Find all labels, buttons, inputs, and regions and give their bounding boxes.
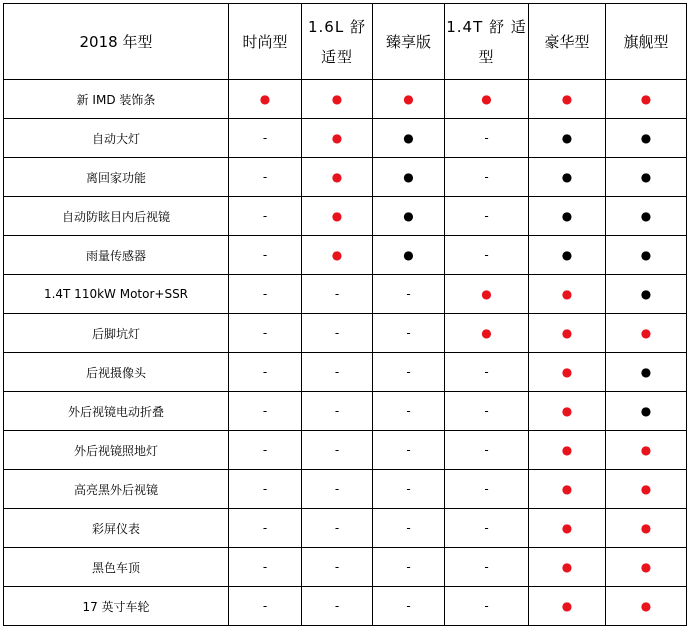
feature-cell: 自动大灯: [4, 119, 229, 158]
availability-cell: [373, 314, 445, 353]
optional-dot-red: ●: [561, 287, 573, 301]
optional-dot-red: ●: [640, 92, 652, 106]
optional-dot-red: ●: [561, 482, 573, 496]
availability-cell: [229, 509, 302, 548]
availability-cell: [373, 548, 445, 587]
availability-cell: [606, 509, 687, 548]
availability-cell: [606, 236, 687, 275]
availability-cell: [373, 119, 445, 158]
not-available-dash: -: [334, 326, 340, 340]
not-available-dash: -: [484, 131, 489, 145]
availability-cell: [445, 236, 529, 275]
availability-cell: [302, 197, 373, 236]
availability-cell: [229, 275, 302, 314]
availability-cell: [606, 197, 687, 236]
availability-cell: [606, 431, 687, 470]
availability-cell: [302, 275, 373, 314]
feature-cell: 17 英寸车轮: [4, 587, 229, 626]
availability-cell: [302, 314, 373, 353]
availability-cell: [529, 236, 606, 275]
not-available-dash: -: [406, 326, 411, 340]
not-available-dash: -: [484, 443, 489, 457]
header-row: [4, 4, 687, 80]
trim-header: 1.4T 舒 适型: [445, 4, 529, 80]
standard-dot-black: ●: [640, 170, 652, 184]
optional-dot-red: ●: [561, 560, 573, 574]
not-available-dash: -: [262, 443, 268, 457]
standard-dot-black: ●: [403, 248, 414, 262]
optional-dot-red: ●: [640, 599, 652, 613]
optional-dot-red: ●: [481, 287, 492, 301]
standard-dot-black: ●: [640, 365, 652, 379]
availability-cell: [445, 509, 529, 548]
availability-cell: [445, 314, 529, 353]
availability-cell: [445, 470, 529, 509]
not-available-dash: -: [334, 599, 340, 613]
optional-dot-red: ●: [640, 326, 652, 340]
table-row: [4, 236, 687, 275]
availability-cell: [606, 80, 687, 119]
availability-cell: [445, 548, 529, 587]
table-row: [4, 431, 687, 470]
not-available-dash: -: [484, 209, 489, 223]
not-available-dash: -: [484, 404, 489, 418]
availability-cell: [529, 275, 606, 314]
availability-cell: [302, 470, 373, 509]
standard-dot-black: ●: [561, 131, 573, 145]
not-available-dash: -: [484, 521, 489, 535]
optional-dot-red: ●: [640, 443, 652, 457]
optional-dot-red: ●: [481, 92, 492, 106]
not-available-dash: -: [262, 404, 268, 418]
standard-dot-black: ●: [561, 170, 573, 184]
not-available-dash: -: [484, 482, 489, 496]
table-row: [4, 119, 687, 158]
not-available-dash: -: [406, 482, 411, 496]
availability-cell: [606, 158, 687, 197]
not-available-dash: -: [484, 248, 489, 262]
availability-cell: [445, 275, 529, 314]
not-available-dash: -: [334, 365, 340, 379]
optional-dot-red: ●: [403, 92, 414, 106]
availability-cell: [445, 587, 529, 626]
feature-cell: 彩屏仪表: [4, 509, 229, 548]
not-available-dash: -: [262, 560, 268, 574]
availability-cell: [529, 431, 606, 470]
not-available-dash: -: [334, 482, 340, 496]
year-header: 2018 年型: [4, 4, 229, 80]
not-available-dash: -: [334, 287, 340, 301]
optional-dot-red: ●: [481, 326, 492, 340]
availability-cell: [373, 509, 445, 548]
availability-cell: [529, 509, 606, 548]
availability-cell: [229, 587, 302, 626]
feature-cell: 新 IMD 装饰条: [4, 80, 229, 119]
availability-cell: [373, 587, 445, 626]
availability-cell: [302, 392, 373, 431]
table-row: [4, 392, 687, 431]
availability-cell: [606, 548, 687, 587]
not-available-dash: -: [334, 404, 340, 418]
table-row: [4, 80, 687, 119]
standard-dot-black: ●: [561, 209, 573, 223]
availability-cell: [606, 353, 687, 392]
optional-dot-red: ●: [331, 209, 343, 223]
feature-cell: 高亮黑外后视镜: [4, 470, 229, 509]
availability-cell: [529, 587, 606, 626]
trim-header: 臻享版: [373, 4, 445, 80]
availability-cell: [606, 314, 687, 353]
trim-header: 时尚型: [229, 4, 302, 80]
availability-cell: [302, 353, 373, 392]
availability-cell: [373, 158, 445, 197]
table-row: [4, 470, 687, 509]
availability-cell: [302, 236, 373, 275]
availability-cell: [529, 548, 606, 587]
availability-cell: [373, 80, 445, 119]
availability-cell: [373, 392, 445, 431]
standard-dot-black: ●: [640, 287, 652, 301]
optional-dot-red: ●: [561, 365, 573, 379]
availability-cell: [445, 392, 529, 431]
optional-dot-red: ●: [331, 170, 343, 184]
availability-cell: [373, 353, 445, 392]
availability-cell: [373, 431, 445, 470]
feature-cell: 离回家功能: [4, 158, 229, 197]
availability-cell: [229, 548, 302, 587]
table-row: [4, 509, 687, 548]
feature-cell: 自动防眩目内后视镜: [4, 197, 229, 236]
availability-cell: [229, 353, 302, 392]
standard-dot-black: ●: [640, 209, 652, 223]
feature-cell: 外后视镜电动折叠: [4, 392, 229, 431]
not-available-dash: -: [262, 326, 268, 340]
optional-dot-red: ●: [561, 443, 573, 457]
optional-dot-red: ●: [331, 92, 343, 106]
feature-cell: 雨量传感器: [4, 236, 229, 275]
availability-cell: [529, 158, 606, 197]
availability-cell: [606, 470, 687, 509]
optional-dot-red: ●: [561, 92, 573, 106]
not-available-dash: -: [406, 599, 411, 613]
standard-dot-black: ●: [640, 248, 652, 262]
table-row: [4, 158, 687, 197]
optional-dot-red: ●: [331, 248, 343, 262]
standard-dot-black: ●: [640, 131, 652, 145]
availability-cell: [606, 392, 687, 431]
availability-cell: [229, 80, 302, 119]
availability-cell: [606, 119, 687, 158]
standard-dot-black: ●: [640, 404, 652, 418]
not-available-dash: -: [406, 521, 411, 535]
standard-dot-black: ●: [403, 131, 414, 145]
availability-cell: [529, 392, 606, 431]
not-available-dash: -: [406, 287, 411, 301]
availability-cell: [445, 431, 529, 470]
optional-dot-red: ●: [331, 131, 343, 145]
availability-cell: [373, 236, 445, 275]
availability-cell: [445, 197, 529, 236]
optional-dot-red: ●: [561, 326, 573, 340]
table-row: [4, 197, 687, 236]
availability-cell: [229, 314, 302, 353]
not-available-dash: -: [262, 131, 268, 145]
availability-cell: [373, 470, 445, 509]
not-available-dash: -: [262, 482, 268, 496]
availability-cell: [529, 119, 606, 158]
availability-cell: [302, 80, 373, 119]
feature-cell: 外后视镜照地灯: [4, 431, 229, 470]
availability-cell: [229, 470, 302, 509]
trim-spec-table: [3, 3, 687, 626]
availability-cell: [229, 236, 302, 275]
feature-cell: 后脚坑灯: [4, 314, 229, 353]
availability-cell: [302, 119, 373, 158]
not-available-dash: -: [334, 521, 340, 535]
availability-cell: [302, 509, 373, 548]
trim-header: 1.6L 舒适型: [302, 4, 373, 80]
not-available-dash: -: [406, 560, 411, 574]
availability-cell: [445, 158, 529, 197]
availability-cell: [529, 197, 606, 236]
standard-dot-black: ●: [403, 170, 414, 184]
availability-cell: [302, 158, 373, 197]
not-available-dash: -: [262, 599, 268, 613]
optional-dot-red: ●: [640, 560, 652, 574]
availability-cell: [529, 80, 606, 119]
not-available-dash: -: [334, 443, 340, 457]
feature-cell: 黑色车顶: [4, 548, 229, 587]
optional-dot-red: ●: [561, 599, 573, 613]
not-available-dash: -: [484, 365, 489, 379]
not-available-dash: -: [262, 170, 268, 184]
availability-cell: [445, 119, 529, 158]
availability-cell: [229, 197, 302, 236]
not-available-dash: -: [262, 521, 268, 535]
not-available-dash: -: [484, 170, 489, 184]
not-available-dash: -: [484, 599, 489, 613]
availability-cell: [445, 353, 529, 392]
availability-cell: [606, 587, 687, 626]
availability-cell: [373, 275, 445, 314]
not-available-dash: -: [334, 560, 340, 574]
availability-cell: [445, 80, 529, 119]
availability-cell: [529, 314, 606, 353]
optional-dot-red: ●: [640, 482, 652, 496]
availability-cell: [302, 431, 373, 470]
not-available-dash: -: [262, 248, 268, 262]
table-row: [4, 314, 687, 353]
not-available-dash: -: [406, 404, 411, 418]
not-available-dash: -: [484, 560, 489, 574]
table-row: [4, 587, 687, 626]
optional-dot-red: ●: [259, 92, 271, 106]
not-available-dash: -: [406, 443, 411, 457]
not-available-dash: -: [262, 209, 268, 223]
availability-cell: [229, 158, 302, 197]
table-row: [4, 275, 687, 314]
optional-dot-red: ●: [640, 521, 652, 535]
optional-dot-red: ●: [561, 404, 573, 418]
availability-cell: [529, 470, 606, 509]
availability-cell: [229, 431, 302, 470]
not-available-dash: -: [262, 287, 268, 301]
feature-cell: 1.4T 110kW Motor+SSR: [4, 275, 229, 314]
feature-cell: 后视摄像头: [4, 353, 229, 392]
availability-cell: [606, 275, 687, 314]
standard-dot-black: ●: [561, 248, 573, 262]
table-row: [4, 353, 687, 392]
not-available-dash: -: [262, 365, 268, 379]
availability-cell: [529, 353, 606, 392]
trim-header: 豪华型: [529, 4, 606, 80]
availability-cell: [373, 197, 445, 236]
not-available-dash: -: [406, 365, 411, 379]
availability-cell: [229, 119, 302, 158]
table-row: [4, 548, 687, 587]
trim-header: 旗舰型: [606, 4, 687, 80]
standard-dot-black: ●: [403, 209, 414, 223]
optional-dot-red: ●: [561, 521, 573, 535]
availability-cell: [229, 392, 302, 431]
availability-cell: [302, 548, 373, 587]
availability-cell: [302, 587, 373, 626]
